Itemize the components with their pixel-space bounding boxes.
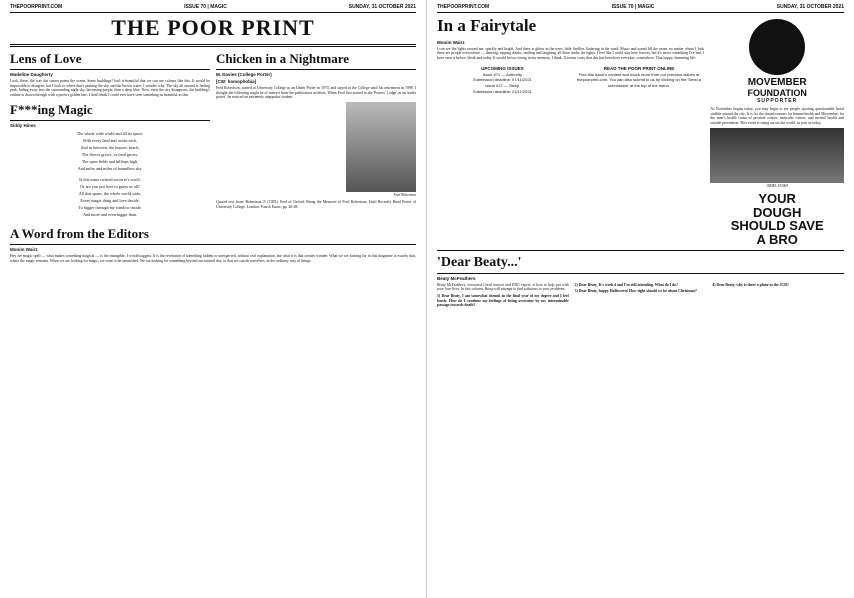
- poem-line: With every land and ocean each,: [82, 137, 138, 143]
- beaty-question: 1) Dear Beaty, I am somewhat shrunk in the final year of my degree and I feel lonely. How do I continue my feelings of being overcome by my interminable passage towards death?: [437, 293, 569, 308]
- poem-line: The flower grows, or food grows,: [81, 151, 139, 157]
- chicken-article: [216, 47, 416, 222]
- top-row: [10, 47, 416, 222]
- slogan-line: YOUR: [758, 190, 796, 206]
- article-title: Lens of Love: [10, 51, 210, 70]
- article-title: 'Dear Beaty...': [437, 255, 844, 274]
- upcoming-item: Issue #71 — Authority: [482, 71, 522, 77]
- article-title: A Word from the Editors: [10, 226, 416, 245]
- box-title: READ THE POOR PRINT ONLINE: [603, 65, 675, 71]
- fairytale-article: [437, 13, 704, 247]
- issue-label: ISSUE 70 | MAGIC: [611, 4, 655, 10]
- site-name[interactable]: THEPOORPRINT.COM: [10, 4, 63, 10]
- issue-label: ISSUE 70 | MAGIC: [184, 4, 227, 10]
- right-page: [427, 0, 854, 598]
- right-top-row: [437, 13, 844, 247]
- box-title: UPCOMING ISSUES: [481, 65, 524, 71]
- photo-caption: Fred Robertson: [393, 193, 416, 198]
- article-body: Hey are magic spell — what makes something magical — is the intangible. I would suggest. It is the revelation of something hidden or unexpected, without real explanation, but what it is that creates wonder. What we are looking for in this magazine is exactly that, where the magic remains. When we are looking for magic, we want to be astonished. We are looking for something beyond our normal day, or that we can do ourselves, in the ordinary way of things.: [10, 253, 416, 263]
- page-header: [10, 4, 416, 13]
- owl-photo: [710, 128, 844, 183]
- info-boxes: [437, 63, 704, 94]
- site-name[interactable]: THEPOORPRINT.COM: [437, 4, 490, 10]
- box-text[interactable]: Find this issue's content and much more from our previous issues at thepoorprint.com. You can also submit to us by clicking on the 'Send a submission' at the top of the menu.: [577, 71, 701, 89]
- article-body: Look, there, the way the sunset paints the ocean. Some buildings? Isn't it beautiful that we can see colours like this. It would be impossible to disagree, but I look to where that's pinking the sky and the brown water, I wonder why. The sky all around is feeling pink, fading away into the surrounding night sky, becoming purple, then a deep blue. Now, even the city disappears, the building's outline is drawn through with a perfect golden line. I don't think I could ever have seen something as beautiful as this.: [10, 79, 210, 98]
- beaty-question: 2) Dear Beaty, It's week 4 and I'm still attending. What do I do?: [574, 282, 679, 287]
- article-byline: Monim Wairz: [437, 39, 465, 45]
- poem-line: Or are you just here to guess us all?: [80, 184, 140, 190]
- ad-slogan: [710, 192, 844, 247]
- poem-line: The whole wide world and all its space,: [76, 130, 144, 136]
- upcoming-item: Submission deadline: 21/11/2021: [472, 88, 532, 94]
- citation: Quoted text from: Robertson, F. (1993). Fred of Oxford: Being the Memoirs of Fred Robertson, Until Recently Head Porter of University College. London: Fourth Estate, pp. 26-28.: [216, 200, 416, 209]
- lens-article: [10, 47, 210, 222]
- poem-line: To bigger through my window inside,: [78, 205, 142, 211]
- date-label: SUNDAY, 31 OCTOBER 2021: [348, 4, 416, 10]
- beaty-col: [575, 283, 707, 311]
- beaty-columns: [437, 283, 844, 311]
- beaty-intro: Beaty McFeathers, renowned Greek mascot and PDG expert, is here to help you with your love lives. In this column, Beaty will attempt to find solutions to your problems.: [437, 282, 569, 292]
- article-byline: M. Davies (College Porter): [216, 72, 272, 77]
- editors-article: [10, 226, 416, 263]
- article-byline: Beaty McFeathers: [437, 275, 476, 281]
- article-title: In a Fairytale: [437, 16, 537, 35]
- poem-line: The open fields and hilltops high,: [81, 158, 139, 164]
- photo-caption: ORIEL SUSHI: [766, 183, 788, 188]
- article-byline: Madeline Daugherty: [10, 72, 53, 77]
- article-byline: Monim Wairz: [10, 246, 38, 252]
- poem: [10, 131, 210, 219]
- movember-ad: [710, 13, 844, 247]
- poem-line: Is this some twisted sorcerer's scroll,: [79, 177, 141, 183]
- beaty-question: 3) Dear Beaty, happy Halloween! How tight should we be about Christmas?: [574, 289, 697, 294]
- beaty-col: [437, 283, 569, 311]
- poem-line: And more and even bigger than.: [83, 212, 137, 218]
- fred-photo: [346, 102, 416, 192]
- slogan-line: DOUGH: [752, 204, 802, 220]
- masthead: THE POOR PRINT: [10, 13, 416, 47]
- article-title: F***ing Magic: [10, 102, 210, 121]
- poem-line: And miles and miles of boundless sky.: [77, 165, 143, 171]
- beaty-question: 4) Dear Beaty, why is there a plane in the JCR?: [712, 282, 789, 287]
- article-byline: Siddy Hines: [10, 122, 36, 128]
- movember-text: As November begins today, you may begin to see people sporting questionable facial stubble around the city. It is for the shared reasons for human health and Movember, for the men's health cause of prostate cancer, testicular cancer, and mental health and suicide prevention. This event is rising across the world, so join us today.: [710, 107, 844, 126]
- article-body: I can see the lights around me, sparkly and bright. And there is glitter in the trees, little fireflies fluttering in the wind. Music and sound fill the room, no matter where I look there are people everywhere — dancing, sipping drinks, smiling and laughing, all there under the lights. I feel like I could stay here forever, but it's never something I've had. I have seen it before, bleak and today. It would be too strong in my memory, I think. It seems crazy that this has been here everyday, somewhere. That happy, humming life.: [437, 46, 705, 61]
- poem-line: Every magic thing and love decide.: [80, 198, 140, 204]
- movember-logo-icon: [749, 19, 805, 75]
- article-title: Chicken in a Nightmare: [216, 51, 416, 70]
- slogan-line: SHOULD SAVE: [730, 218, 824, 234]
- upcoming-box: [437, 63, 568, 94]
- upcoming-item: Issue #72 — Sleep: [485, 83, 520, 89]
- poem-line: And in between, the houses, beach,: [80, 144, 140, 150]
- movember-foundation: FOUNDATION: [747, 88, 807, 98]
- page-header: [437, 4, 844, 13]
- movember-brand: MOVEMBER: [747, 77, 807, 88]
- dear-beaty-article: [437, 255, 844, 311]
- content-warning: [CW: homophobia]: [216, 79, 257, 84]
- beaty-col: [712, 283, 844, 311]
- read-online-box: [574, 63, 705, 94]
- movember-supporter: SUPPORTER: [757, 98, 798, 104]
- upcoming-item: Submission deadline: 07/11/2021: [472, 77, 532, 83]
- article-body: Fred Robertson, started at University College as an Under Porter in 1970, and stayed at the College until his retirement in 1998. I thought the following might be of interest from the publication archives. When Fred first started in the 'Porters' Lodge' as an 'under porter', he noticed an extremely unpopular student.: [216, 86, 416, 100]
- date-label: SUNDAY, 31 OCTOBER 2021: [776, 4, 844, 10]
- divider: [437, 250, 844, 251]
- slogan-line: A BRO: [756, 231, 798, 247]
- poem-line: All that spans, the whole world wide,: [78, 191, 142, 197]
